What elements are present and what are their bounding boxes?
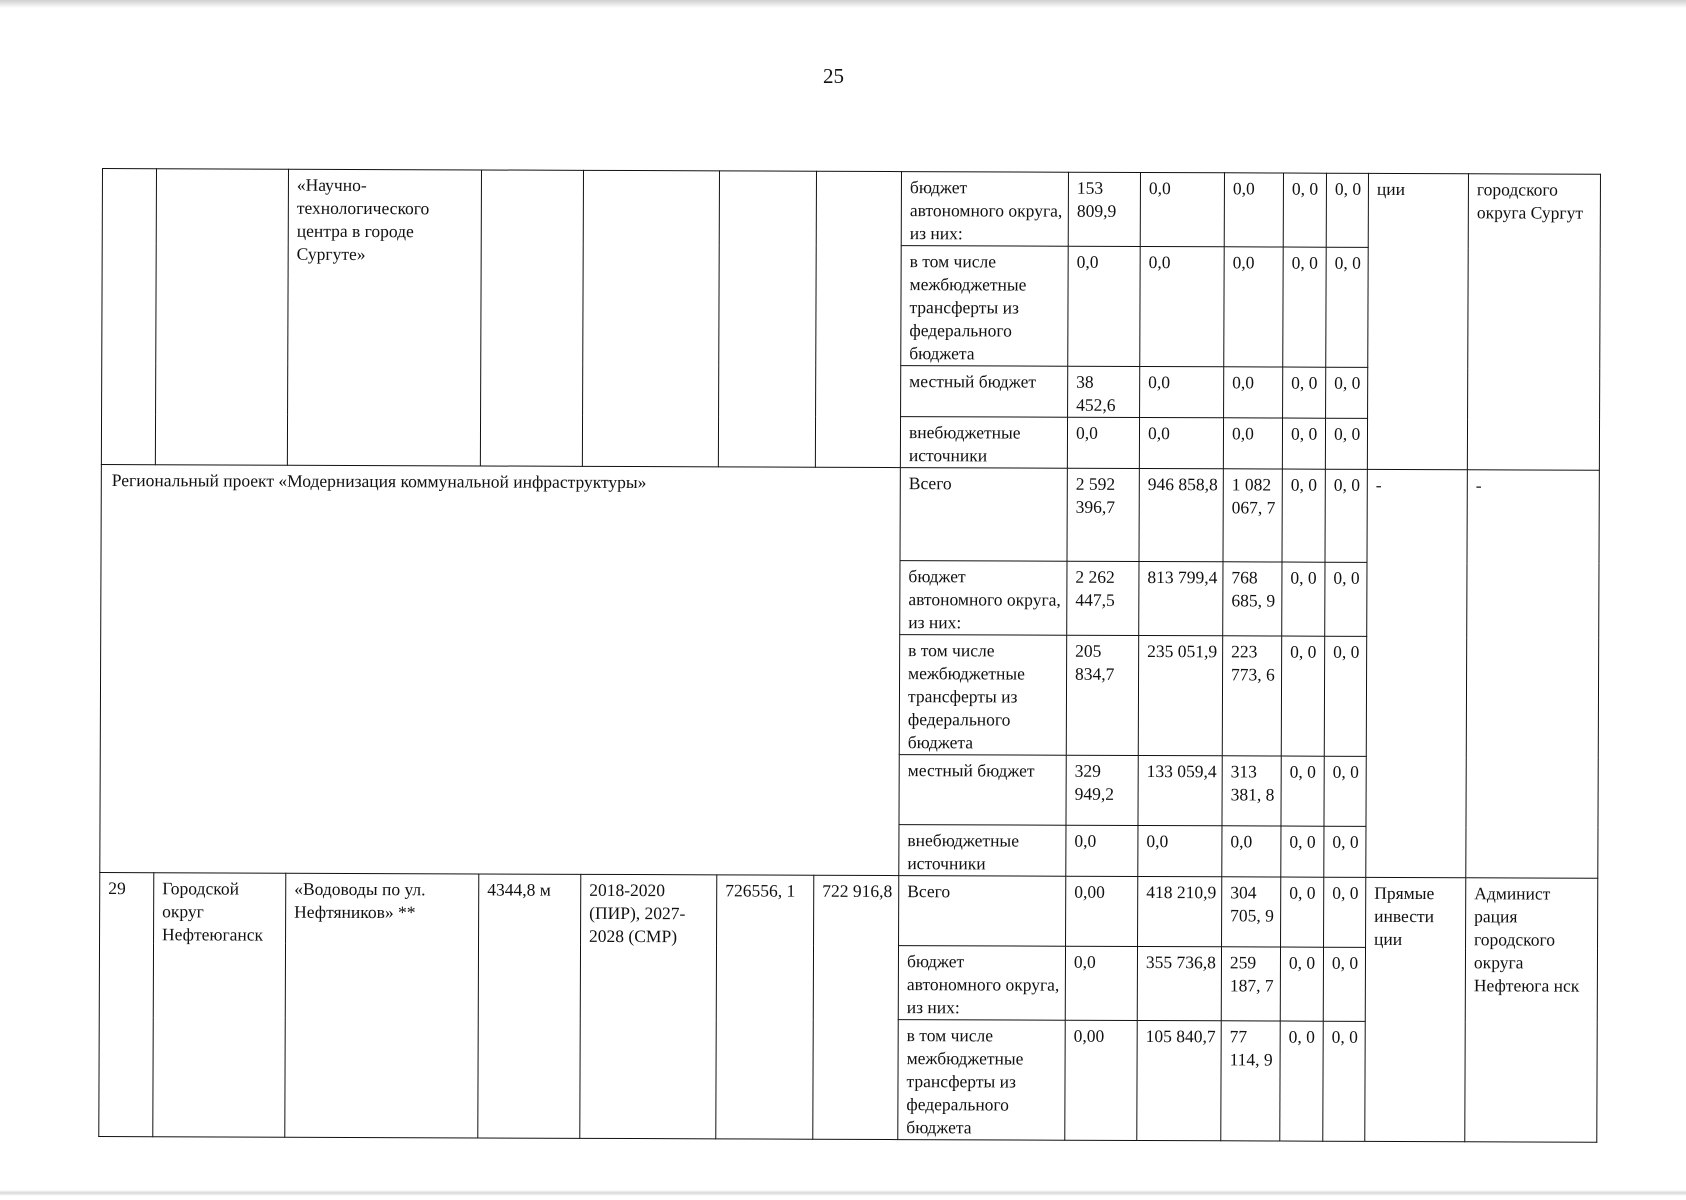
value-cell: 205 834,7 (1066, 635, 1138, 755)
responsible-cell: - (1466, 470, 1600, 879)
value-cell: 329 949,2 (1066, 755, 1138, 825)
value-cell: 0, 0 (1282, 418, 1325, 469)
value-cell: 0,0 (1138, 825, 1222, 876)
value-cell: 0, 0 (1325, 469, 1367, 562)
value-cell: 0, 0 (1325, 418, 1367, 469)
value-cell: 0,0 (1140, 366, 1224, 417)
value-cell: 0,0 (1224, 173, 1283, 247)
remaining-cost-cell: 722 916,8 (813, 875, 899, 1139)
value-cell: 133 059,4 (1138, 755, 1222, 825)
value-cell: 355 736,8 (1137, 946, 1221, 1020)
value-cell: 0, 0 (1281, 877, 1324, 947)
object-name-cell: «Научно-технологического центра в городе Сургуте» (287, 169, 481, 466)
scan-top-edge (0, 0, 1686, 8)
value-cell: 0,0 (1140, 172, 1224, 246)
value-cell: 0, 0 (1324, 826, 1366, 877)
table-row (101, 464, 1599, 563)
value-cell: 0, 0 (1283, 173, 1326, 247)
value-cell: 0,0 (1140, 246, 1224, 366)
responsible-cell: городского округа Сургут (1467, 174, 1600, 471)
value-cell: 223 773, 6 (1222, 636, 1281, 756)
value-cell: 0, 0 (1323, 947, 1365, 1021)
source-label: Всего (900, 468, 1067, 562)
value-cell: 0,00 (1066, 876, 1138, 946)
table-row (100, 872, 1598, 948)
investment-form-cell: Прямые инвести ции (1365, 877, 1466, 1141)
investment-form-cell: - (1366, 469, 1468, 877)
source-label: бюджет автономного округа, из них: (901, 172, 1068, 247)
value-cell: 0,0 (1065, 946, 1137, 1020)
value-cell: 0, 0 (1282, 469, 1325, 562)
capacity-cell: 4344,8 м (478, 874, 581, 1138)
value-cell: 0, 0 (1280, 947, 1323, 1021)
value-cell: 0,00 (1065, 1020, 1137, 1140)
value-cell: 813 799,4 (1139, 561, 1223, 635)
value-cell: 304 705, 9 (1222, 877, 1281, 947)
value-cell: 2 592 396,7 (1067, 468, 1139, 561)
value-cell: 2 262 447,5 (1067, 561, 1139, 635)
value-cell: 259 187, 7 (1221, 947, 1280, 1021)
source-label: Всего (899, 876, 1066, 947)
capacity-cell (480, 170, 583, 466)
source-label: в том числе межбюджетные трансферты из федерального бюджета (898, 1020, 1065, 1141)
object-name-cell: «Водоводы по ул. Нефтяников» ** (285, 873, 479, 1138)
value-cell: 0, 0 (1281, 826, 1324, 877)
municipality-cell: Городской округ Нефтеюганск (153, 873, 286, 1138)
value-cell: 0, 0 (1324, 756, 1366, 826)
value-cell: 105 840,7 (1137, 1020, 1221, 1140)
investment-form-cell: ции (1367, 173, 1468, 469)
value-cell: 0, 0 (1280, 1021, 1323, 1141)
source-label: местный бюджет (901, 366, 1068, 418)
source-label: бюджет автономного округа, из них: (898, 946, 1065, 1021)
value-cell: 0, 0 (1282, 562, 1325, 636)
value-cell: 0,0 (1224, 247, 1283, 367)
value-cell: 946 858,8 (1139, 468, 1223, 561)
value-cell: 768 685, 9 (1223, 562, 1282, 636)
value-cell: 0, 0 (1283, 367, 1326, 418)
value-cell: 0,0 (1224, 367, 1283, 418)
value-cell: 0, 0 (1323, 1021, 1365, 1141)
value-cell: 235 051,9 (1138, 635, 1222, 755)
value-cell: 313 381, 8 (1222, 756, 1281, 826)
municipality-cell (155, 169, 288, 466)
remaining-cost-cell (815, 171, 901, 467)
period-cell: 2018-2020 (ПИР), 2027-2028 (СМР) (580, 874, 717, 1139)
estimated-cost-cell: 726556, 1 (716, 875, 814, 1139)
value-cell: 1 082 067, 7 (1223, 469, 1282, 562)
value-cell: 0, 0 (1326, 247, 1368, 367)
value-cell: 0, 0 (1281, 636, 1324, 756)
value-cell: 0,0 (1068, 246, 1140, 366)
source-label: бюджет автономного округа, из них: (900, 561, 1067, 636)
number-cell: 29 (99, 872, 154, 1136)
value-cell: 0, 0 (1283, 247, 1326, 367)
value-cell: 0,0 (1067, 417, 1139, 468)
value-cell: 0, 0 (1326, 173, 1368, 247)
value-cell: 0,0 (1223, 418, 1282, 469)
document-sheet (98, 168, 1600, 1143)
value-cell: 153 809,9 (1068, 172, 1140, 246)
value-cell: 0, 0 (1325, 562, 1367, 636)
value-cell: 418 210,9 (1138, 876, 1222, 946)
number-cell (101, 169, 156, 465)
value-cell: 0,0 (1139, 417, 1223, 468)
value-cell: 0, 0 (1324, 877, 1366, 947)
estimated-cost-cell (718, 171, 816, 467)
scan-bottom-edge (0, 1190, 1686, 1196)
value-cell: 77 114, 9 (1221, 1021, 1280, 1141)
regional-project-title: Региональный проект «Модернизация коммунальной инфраструктуры» (100, 464, 901, 875)
investment-table (98, 168, 1601, 1143)
source-label: внебюджетные источники (899, 825, 1066, 877)
responsible-cell: Админист рация городского округа Нефтеюга нск (1465, 878, 1598, 1143)
value-cell: 38 452,6 (1068, 366, 1140, 417)
value-cell: 0, 0 (1281, 756, 1324, 826)
table-row (102, 169, 1600, 249)
source-label: местный бюджет (899, 755, 1066, 826)
source-label: в том числе межбюджетные трансферты из федерального бюджета (899, 635, 1066, 756)
value-cell: 0, 0 (1326, 367, 1368, 418)
source-label: внебюджетные источники (900, 417, 1067, 469)
value-cell: 0,0 (1222, 826, 1281, 877)
value-cell: 0, 0 (1324, 636, 1366, 756)
period-cell (582, 170, 719, 467)
value-cell: 0,0 (1066, 825, 1138, 876)
page-number: 25 (823, 64, 844, 88)
source-label: в том числе межбюджетные трансферты из федерального бюджета (901, 246, 1068, 367)
